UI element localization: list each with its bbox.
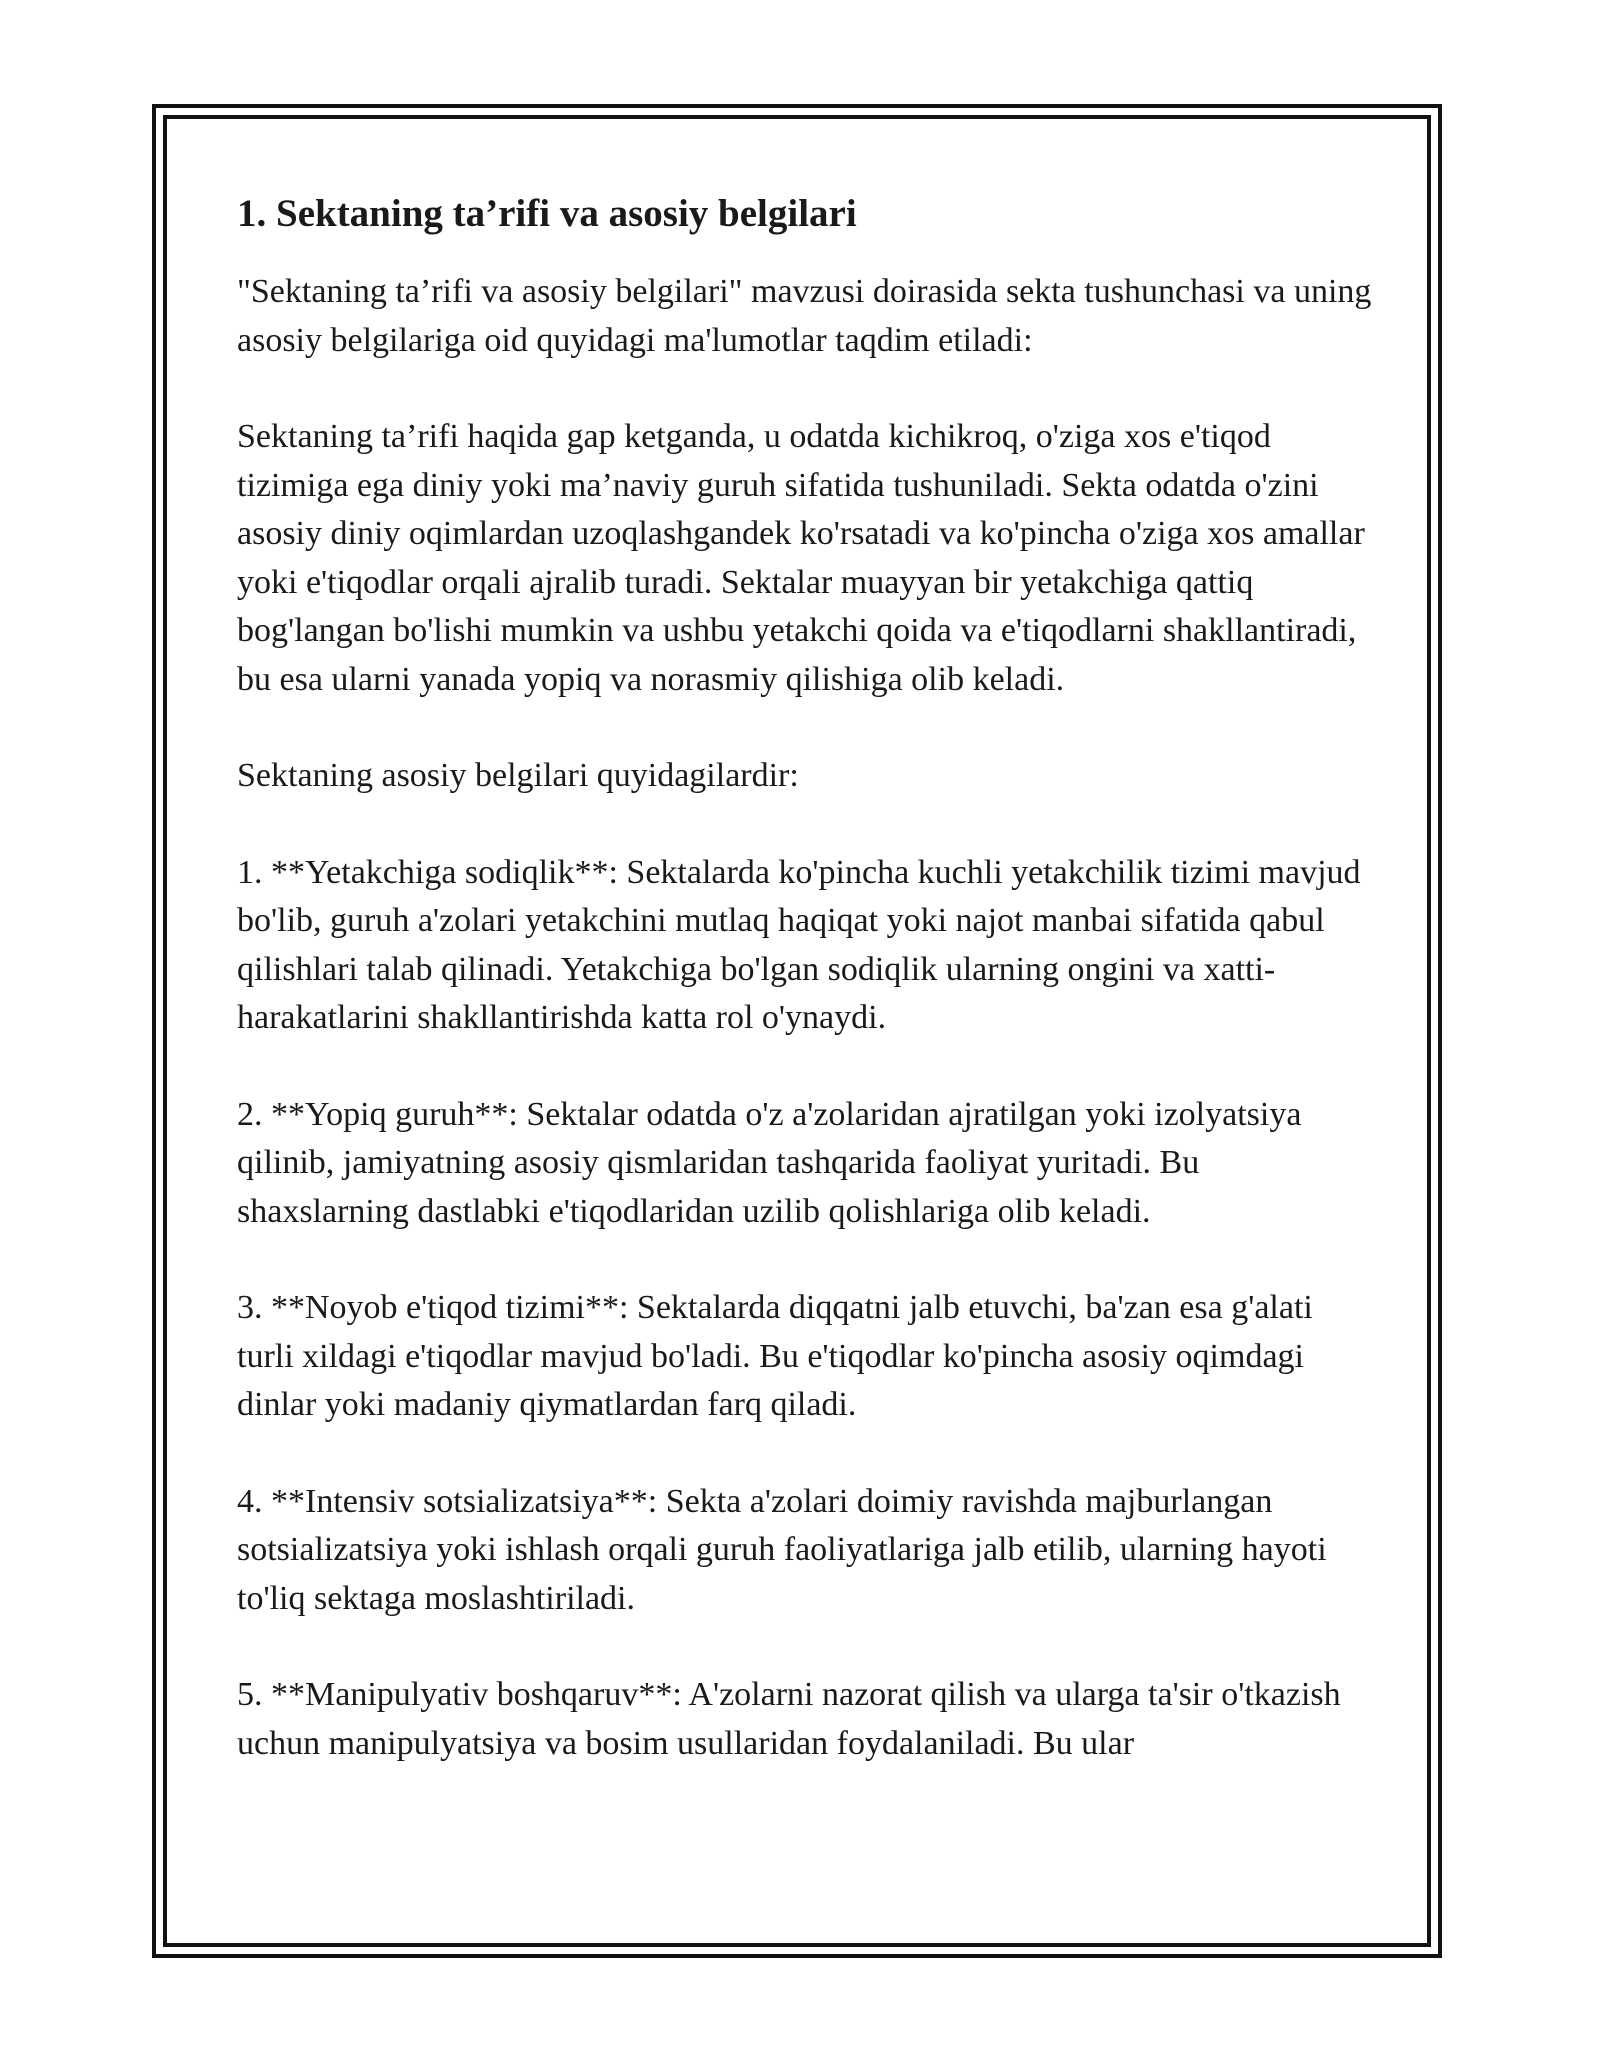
feature-item-belief-system: 3. **Noyob e'tiqod tizimi**: Sektalarda diqqatni jalb etuvchi, ba'zan esa g'alati turli xildagi e'tiqodlar mavjud bo'ladi. Bu e'tiqodlar ko'pincha asosiy oqimdagi dinlar yoki madaniy qiymatlardan farq qiladi.	[237, 1289, 1313, 1423]
definition-paragraph: Sektaning ta’rifi haqida gap ketganda, u odatda kichikroq, o'ziga xos e'tiqod tizimiga ega diniy yoki ma’naviy guruh sifatida tushuniladi. Sekta odatda o'zini asosiy diniy oqimlardan uzoqlashgandek ko'rsatadi va ko'pincha o'ziga xos amallar yoki e'tiqodlar orqali ajralib turadi. Sektalar muayyan bir yetakchiga qattiq bog'langan bo'lishi mumkin va ushbu yetakchi qoida va e'tiqodlarni shakllantiradi, bu esa ularni yanada yopiq va norasmiy qilishiga olib keladi.	[237, 418, 1365, 698]
feature-item-leader-loyalty: 1. **Yetakchiga sodiqlik**: Sektalarda ko'pincha kuchli yetakchilik tizimi mavjud bo'lib, guruh a'zolari yetakchini mutlaq haqiqat yoki najot manbai sifatida qabul qilishlari talab qilinadi. Yetakchiga bo'lgan sodiqlik ularning ongini va xatti-harakatlarini shakllantirishda katta rol o'ynaydi.	[237, 853, 1361, 1036]
document-body	[237, 188, 1377, 1816]
feature-item-closed-group: 2. **Yopiq guruh**: Sektalar odatda o'z a'zolaridan ajratilgan yoki izolyatsiya qilinib, jamiyatning asosiy qismlaridan tashqarida faoliyat yuritadi. Bu shaxslarning dastlabki e'tiqodlaridan uzilib qolishlariga olib keladi.	[237, 1095, 1302, 1230]
feature-item-socialization: 4. **Intensiv sotsializatsiya**: Sekta a'zolari doimiy ravishda majburlangan sotsializatsiya yoki ishlash orqali guruh faoliyatlariga jalb etilib, ularning hayoti to'liq sektaga moslashtiriladi.	[237, 1482, 1327, 1617]
section-heading: 1. Sektaning ta’rifi va asosiy belgilari	[237, 192, 857, 235]
features-intro-paragraph: Sektaning asosiy belgilari quyidagilardir:	[237, 757, 799, 794]
intro-paragraph: "Sektaning ta’rifi va asosiy belgilari" mavzusi doirasida sekta tushunchasi va uning asosiy belgilariga oid quyidagi ma'lumotlar taqdim etiladi:	[237, 273, 1372, 359]
feature-item-manipulation: 5. **Manipulyativ boshqaruv**: A'zolarni nazorat qilish va ularga ta'sir o'tkazish uchun manipulyatsiya va bosim usullaridan foydalaniladi. Bu ular	[237, 1676, 1341, 1762]
